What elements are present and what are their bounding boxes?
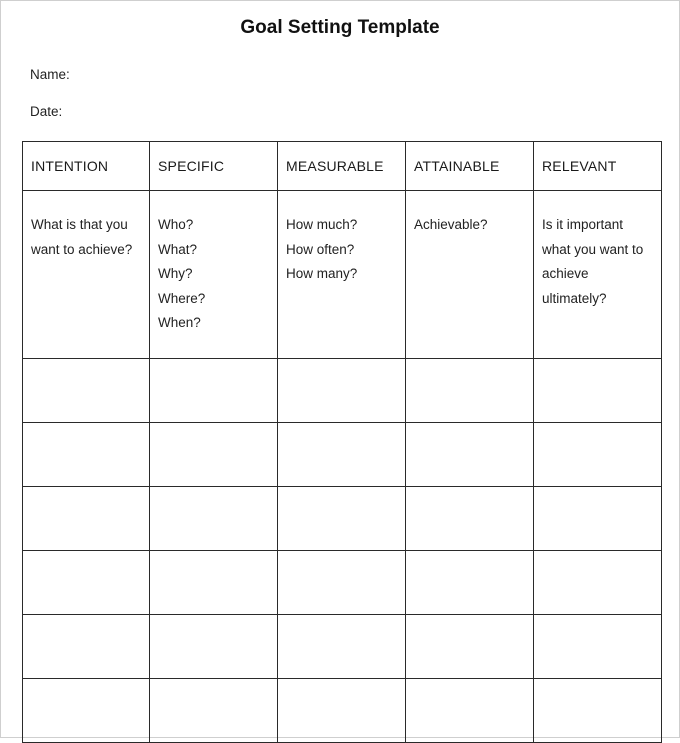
column-header-relevant: RELEVANT	[534, 142, 662, 191]
column-header-intention: INTENTION	[23, 142, 150, 191]
guide-text: How often?	[286, 241, 355, 257]
guide-row	[23, 191, 662, 359]
blank-cell-intention[interactable]	[23, 487, 150, 551]
blank-cell-measurable[interactable]	[278, 551, 406, 615]
column-header-attainable: ATTAINABLE	[406, 142, 534, 191]
blank-cell-attainable[interactable]	[406, 423, 534, 487]
blank-cell-relevant[interactable]	[534, 551, 662, 615]
blank-cell-attainable[interactable]	[406, 487, 534, 551]
blank-cell-attainable[interactable]	[406, 679, 534, 743]
goal-setting-table	[22, 141, 662, 743]
blank-cell-specific[interactable]	[150, 487, 278, 551]
name-label: Name:	[30, 67, 70, 82]
guide-cell-intention	[23, 191, 150, 359]
guide-text: Why?	[158, 266, 193, 281]
blank-cell-attainable[interactable]	[406, 615, 534, 679]
blank-cell-relevant[interactable]	[534, 359, 662, 423]
date-label: Date:	[30, 104, 63, 119]
guide-text: What?	[158, 241, 198, 257]
guide-text: Who?	[158, 217, 194, 232]
table-row	[23, 615, 662, 679]
table-row	[23, 679, 662, 743]
guide-text: ultimately?	[542, 290, 607, 306]
blank-cell-measurable[interactable]	[278, 679, 406, 743]
guide-text: Is it important	[542, 217, 624, 232]
guide-text: How many?	[286, 266, 358, 281]
guide-cell-measurable	[278, 191, 406, 359]
guide-text: When?	[158, 315, 201, 330]
blank-cell-measurable[interactable]	[278, 423, 406, 487]
blank-cell-specific[interactable]	[150, 551, 278, 615]
table-row	[23, 359, 662, 423]
table-row	[23, 551, 662, 615]
guide-text: what you want to	[542, 241, 644, 257]
guide-cell-specific	[150, 191, 278, 359]
blank-cell-relevant[interactable]	[534, 487, 662, 551]
table-row	[23, 487, 662, 551]
table-row	[23, 423, 662, 487]
blank-cell-specific[interactable]	[150, 679, 278, 743]
guide-cell-relevant	[534, 191, 662, 359]
blank-cell-relevant[interactable]	[534, 615, 662, 679]
document-title: Goal Setting Template	[240, 17, 440, 38]
blank-cell-measurable[interactable]	[278, 615, 406, 679]
blank-rows-group	[23, 359, 662, 743]
blank-cell-intention[interactable]	[23, 359, 150, 423]
guide-text: Where?	[158, 290, 206, 306]
guide-text: How much?	[286, 217, 358, 232]
blank-cell-attainable[interactable]	[406, 551, 534, 615]
guide-text: Achievable?	[414, 217, 488, 232]
blank-cell-intention[interactable]	[23, 423, 150, 487]
blank-cell-measurable[interactable]	[278, 359, 406, 423]
blank-cell-specific[interactable]	[150, 615, 278, 679]
blank-cell-specific[interactable]	[150, 359, 278, 423]
column-header-specific: SPECIFIC	[150, 142, 278, 191]
column-header-measurable: MEASURABLE	[278, 142, 406, 191]
guide-text: want to achieve?	[31, 241, 133, 257]
blank-cell-specific[interactable]	[150, 423, 278, 487]
blank-cell-intention[interactable]	[23, 679, 150, 743]
guide-cell-attainable	[406, 191, 534, 359]
guide-text: achieve	[542, 266, 589, 281]
blank-cell-attainable[interactable]	[406, 359, 534, 423]
blank-cell-relevant[interactable]	[534, 423, 662, 487]
blank-cell-intention[interactable]	[23, 551, 150, 615]
blank-cell-measurable[interactable]	[278, 487, 406, 551]
blank-cell-intention[interactable]	[23, 615, 150, 679]
blank-cell-relevant[interactable]	[534, 679, 662, 743]
header-row	[23, 142, 662, 191]
guide-text: What is that you	[31, 217, 128, 232]
